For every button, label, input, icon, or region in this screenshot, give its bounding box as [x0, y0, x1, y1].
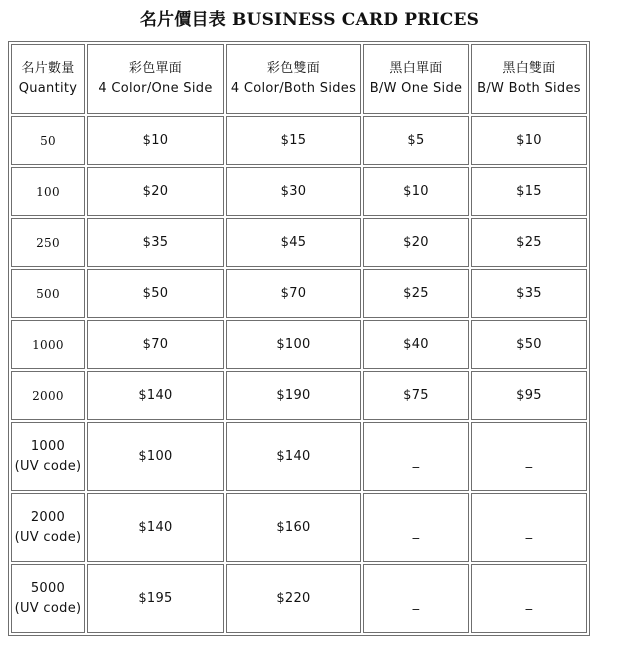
table-row: [11, 218, 587, 267]
table-row: [11, 493, 587, 562]
quantity-cell: [11, 493, 85, 562]
price-bw-both-sides: $50: [471, 320, 587, 369]
table-row: [11, 371, 587, 420]
price-color-one-side: $20: [87, 167, 224, 216]
price-color-both-sides: $30: [226, 167, 361, 216]
quantity-cell: 250: [11, 218, 85, 267]
price-color-one-side: $70: [87, 320, 224, 369]
price-bw-both-sides: _: [471, 422, 587, 491]
price-color-one-side: $140: [87, 371, 224, 420]
table-row: [11, 167, 587, 216]
header-label-zh: 黑白雙面: [502, 61, 556, 76]
price-bw-both-sides: $25: [471, 218, 587, 267]
price-color-both-sides: $15: [226, 116, 361, 165]
quantity-value: 1000: [30, 438, 66, 454]
table-row: [11, 116, 587, 165]
price-color-one-side: $140: [87, 493, 224, 562]
price-bw-both-sides: _: [471, 493, 587, 562]
table-row: [11, 269, 587, 318]
quantity-cell: [11, 564, 85, 633]
price-color-both-sides: $140: [226, 422, 361, 491]
price-bw-both-sides: _: [471, 564, 587, 633]
header-color-one-side: [87, 44, 224, 114]
price-color-one-side: $100: [87, 422, 224, 491]
price-bw-one-side: $20: [363, 218, 469, 267]
price-bw-both-sides: $15: [471, 167, 587, 216]
price-color-both-sides: $190: [226, 371, 361, 420]
price-bw-both-sides: $95: [471, 371, 587, 420]
price-color-one-side: $195: [87, 564, 224, 633]
header-bw-one-side: [363, 44, 469, 114]
quantity-note: (UV code): [14, 529, 82, 545]
table-row: [11, 564, 587, 633]
header-label-zh: 黑白單面: [389, 61, 443, 76]
header-label-en: B/W One Side: [369, 81, 463, 96]
quantity-cell: 2000: [11, 371, 85, 420]
quantity-cell: [11, 422, 85, 491]
header-label-en: 4 Color/Both Sides: [230, 81, 357, 96]
price-bw-one-side: _: [363, 422, 469, 491]
header-label-en: Quantity: [18, 81, 78, 96]
quantity-cell: 100: [11, 167, 85, 216]
table-header-row: [11, 44, 587, 114]
price-bw-one-side: $10: [363, 167, 469, 216]
price-color-both-sides: $70: [226, 269, 361, 318]
price-color-both-sides: $100: [226, 320, 361, 369]
table-row: [11, 422, 587, 491]
table-row: [11, 320, 587, 369]
price-color-both-sides: $220: [226, 564, 361, 633]
price-color-one-side: $50: [87, 269, 224, 318]
quantity-cell: 500: [11, 269, 85, 318]
header-label-en: B/W Both Sides: [477, 81, 581, 96]
price-bw-one-side: $40: [363, 320, 469, 369]
price-bw-both-sides: $10: [471, 116, 587, 165]
header-bw-both-sides: [471, 44, 587, 114]
price-color-one-side: $35: [87, 218, 224, 267]
price-bw-one-side: $75: [363, 371, 469, 420]
price-bw-one-side: _: [363, 493, 469, 562]
price-color-both-sides: $160: [226, 493, 361, 562]
price-bw-one-side: $25: [363, 269, 469, 318]
price-color-one-side: $10: [87, 116, 224, 165]
header-label-zh: 彩色雙面: [266, 61, 321, 76]
quantity-note: (UV code): [14, 458, 82, 474]
header-quantity: [11, 44, 85, 114]
header-label-zh: 名片數量: [21, 61, 75, 76]
price-table: [8, 41, 590, 636]
quantity-cell: 1000: [11, 320, 85, 369]
quantity-value: 5000: [30, 580, 66, 596]
header-color-both-sides: [226, 44, 361, 114]
page-title: 名片價目表 BUSINESS CARD PRICES: [139, 10, 480, 30]
quantity-value: 2000: [30, 509, 66, 525]
price-bw-both-sides: $35: [471, 269, 587, 318]
price-bw-one-side: _: [363, 564, 469, 633]
price-color-both-sides: $45: [226, 218, 361, 267]
header-label-zh: 彩色單面: [128, 61, 183, 76]
price-bw-one-side: $5: [363, 116, 469, 165]
quantity-cell: 50: [11, 116, 85, 165]
quantity-note: (UV code): [14, 600, 82, 616]
header-label-en: 4 Color/One Side: [98, 81, 213, 96]
